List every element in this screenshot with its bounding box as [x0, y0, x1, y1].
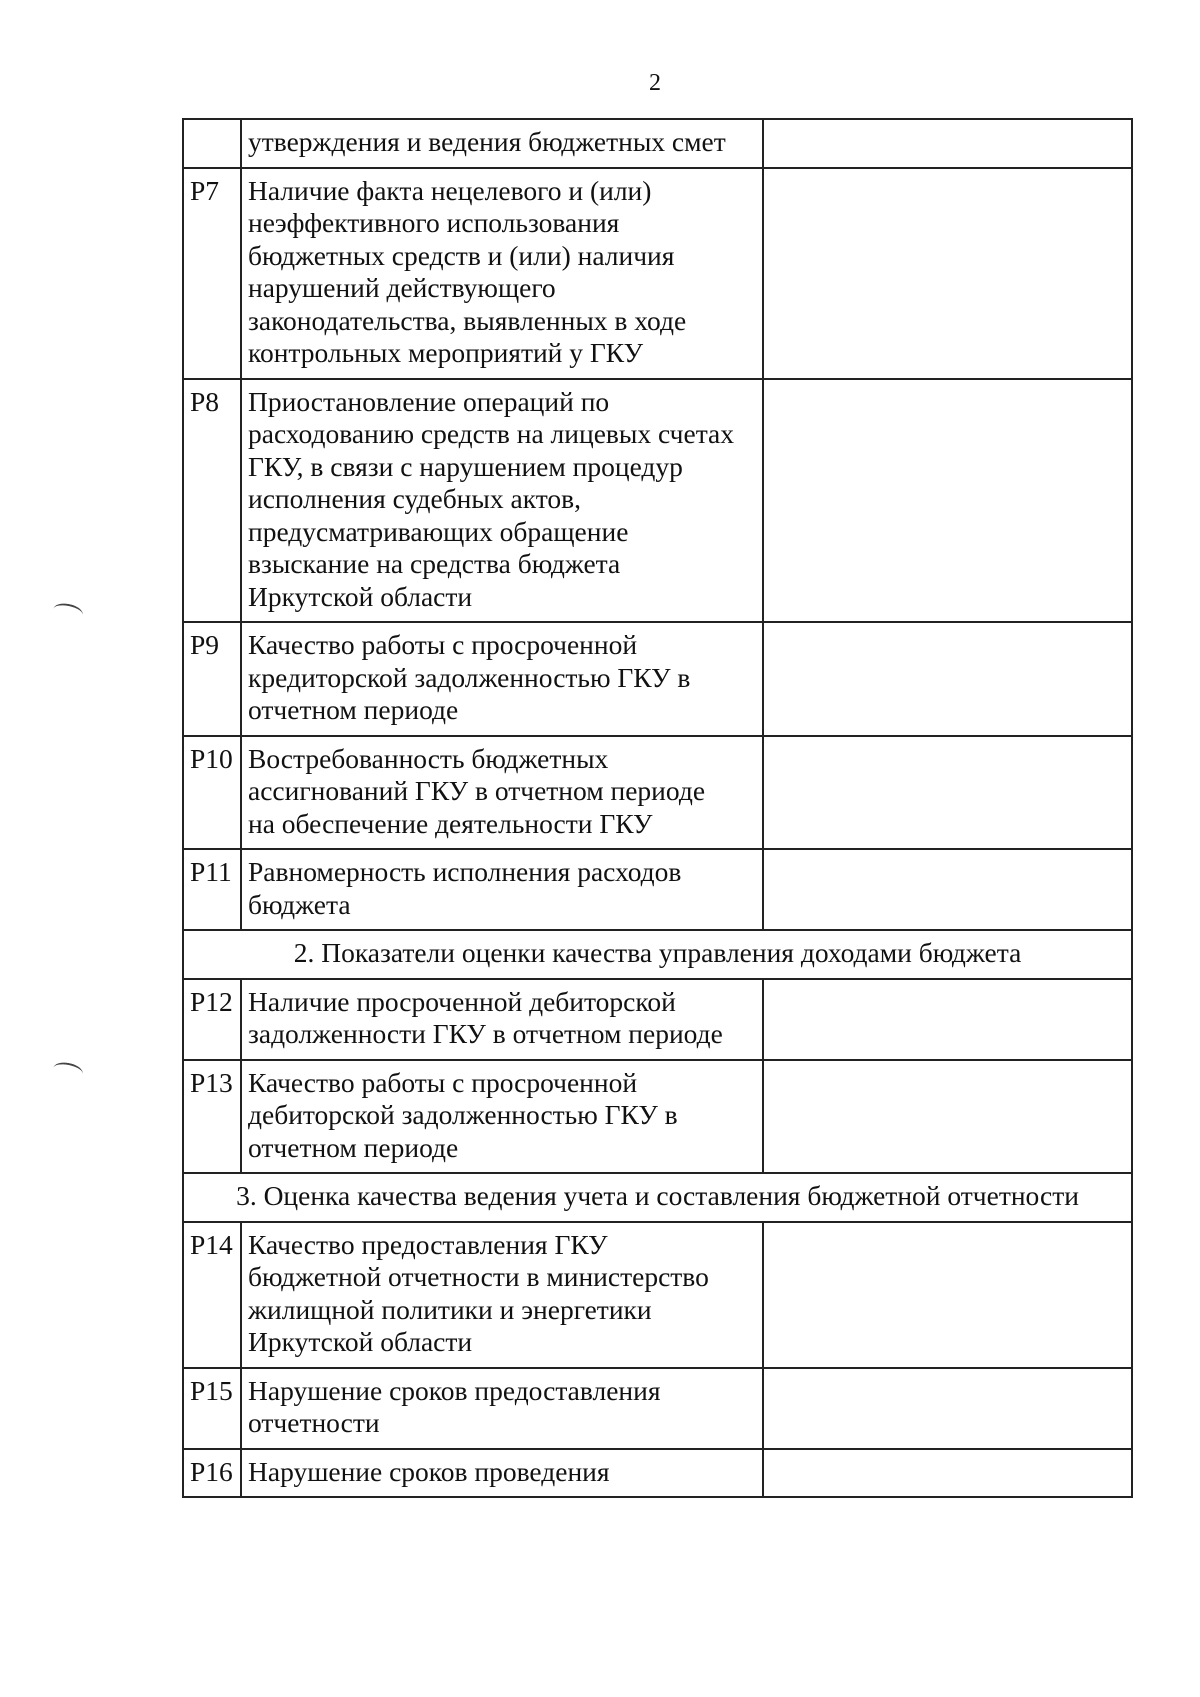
indicator-name: Востребованность бюджетных ассигнований ГКУ в отчетном периоде на обеспечение деятельности ГКУ	[241, 736, 763, 850]
table-row	[183, 849, 1132, 930]
indicator-code: Р8	[183, 379, 241, 623]
table-row	[183, 1060, 1132, 1174]
indicator-name: Наличие просроченной дебиторской задолженности ГКУ в отчетном периоде	[241, 979, 763, 1060]
indicator-value-cell	[763, 849, 1132, 930]
table-row	[183, 119, 1132, 168]
indicator-value-cell	[763, 622, 1132, 736]
indicator-code: Р14	[183, 1222, 241, 1368]
indicator-name: Качество предоставления ГКУ бюджетной отчетности в министерство жилищной политики и энергетики Иркутской области	[241, 1222, 763, 1368]
page-number: 2	[649, 70, 661, 96]
section-heading: 3. Оценка качества ведения учета и составления бюджетной отчетности	[183, 1173, 1132, 1222]
scan-artifact-mark	[52, 601, 85, 623]
indicator-value-cell	[763, 1368, 1132, 1449]
section-heading: 2. Показатели оценки качества управления доходами бюджета	[183, 930, 1132, 979]
indicator-code: Р16	[183, 1449, 241, 1498]
indicator-value-cell	[763, 1060, 1132, 1174]
indicator-name: Нарушение сроков предоставления отчетности	[241, 1368, 763, 1449]
indicator-value-cell	[763, 119, 1132, 168]
indicator-code: Р15	[183, 1368, 241, 1449]
indicator-value-cell	[763, 979, 1132, 1060]
indicator-value-cell	[763, 1222, 1132, 1368]
section-row	[183, 1173, 1132, 1222]
indicator-code: Р13	[183, 1060, 241, 1174]
indicator-value-cell	[763, 1449, 1132, 1498]
indicator-value-cell	[763, 379, 1132, 623]
indicator-value-cell	[763, 736, 1132, 850]
indicator-code: Р10	[183, 736, 241, 850]
table-row	[183, 1368, 1132, 1449]
indicator-name: Качество работы с просроченной кредиторской задолженностью ГКУ в отчетном периоде	[241, 622, 763, 736]
table-row	[183, 1449, 1132, 1498]
table-row	[183, 979, 1132, 1060]
indicator-code	[183, 119, 241, 168]
indicator-name: утверждения и ведения бюджетных смет	[241, 119, 763, 168]
scan-artifact-mark	[52, 1060, 85, 1082]
indicator-name: Наличие факта нецелевого и (или) неэффективного использования бюджетных средств и (или) наличия нарушений действующего законодательства, выявленных в ходе контрольных мероприятий у ГКУ	[241, 168, 763, 379]
table-row	[183, 622, 1132, 736]
table-row	[183, 736, 1132, 850]
indicators-table	[182, 118, 1133, 1498]
indicator-code: Р12	[183, 979, 241, 1060]
table-row	[183, 168, 1132, 379]
indicator-code: Р9	[183, 622, 241, 736]
indicator-name: Качество работы с просроченной дебиторской задолженностью ГКУ в отчетном периоде	[241, 1060, 763, 1174]
indicator-code: Р7	[183, 168, 241, 379]
indicator-name: Равномерность исполнения расходов бюджета	[241, 849, 763, 930]
indicator-name: Нарушение сроков проведения	[241, 1449, 763, 1498]
section-row	[183, 930, 1132, 979]
table-row	[183, 1222, 1132, 1368]
indicator-name: Приостановление операций по расходованию средств на лицевых счетах ГКУ, в связи с нарушением процедур исполнения судебных актов, предусматривающих обращение взыскание на средства бюджета Иркутской области	[241, 379, 763, 623]
table-row	[183, 379, 1132, 623]
indicator-code: Р11	[183, 849, 241, 930]
indicator-value-cell	[763, 168, 1132, 379]
